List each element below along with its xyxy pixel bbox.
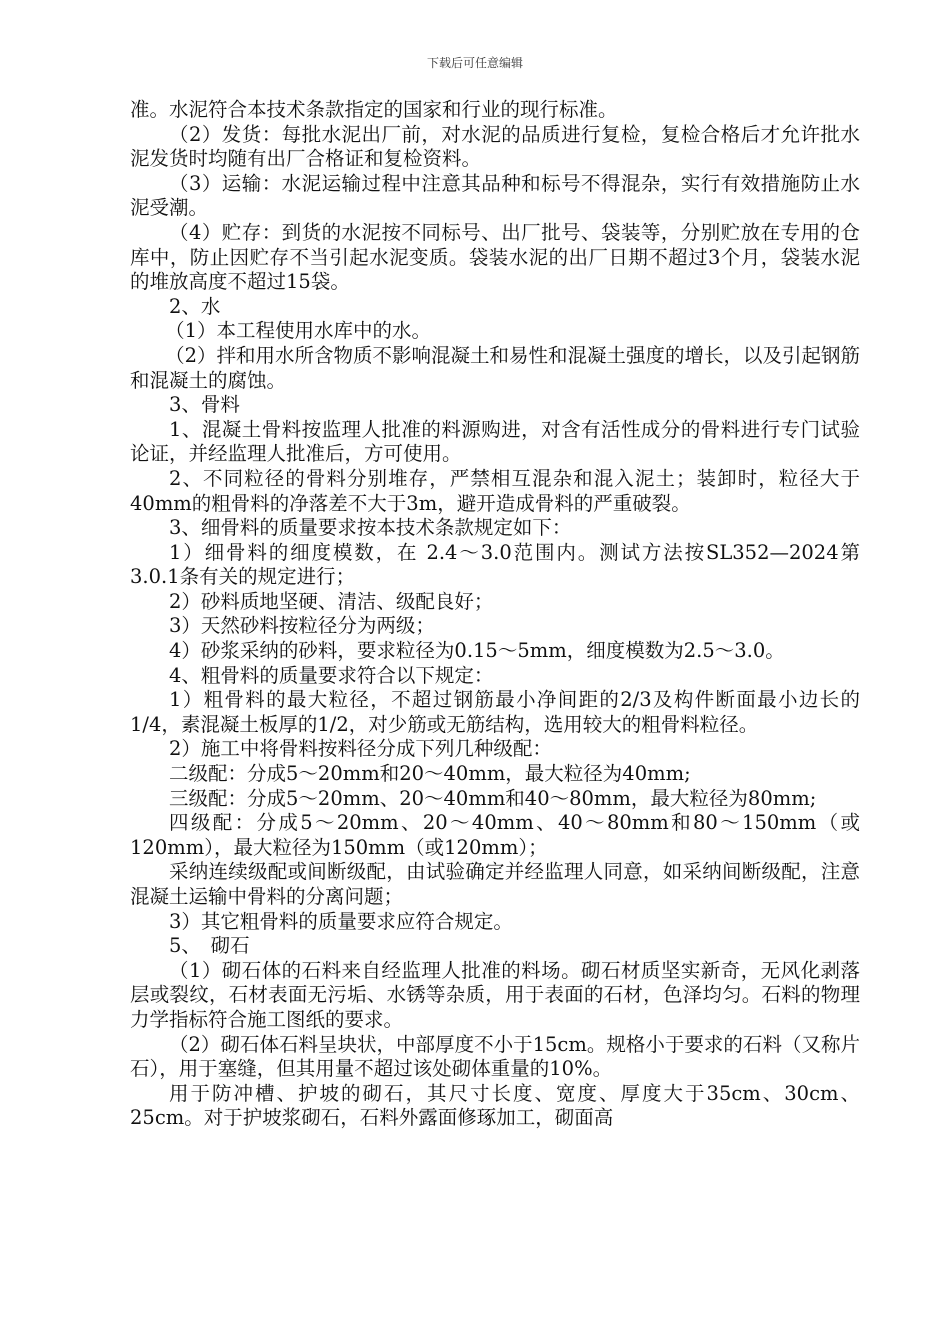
- paragraph: 4）砂浆采纳的砂料，要求粒径为0.15～5mm，细度模数为2.5～3.0。: [169, 639, 785, 663]
- paragraph: （2）发货：每批水泥出厂前，对水泥的品质进行复检，复检合格后才允许批水泥发货时均随有出厂合格证和复检资料。: [130, 122, 860, 171]
- paragraph: 1）细骨料的细度模数，在 2.4～3.0范围内。测试方法按SL352—2024第3.0.1条有关的规定进行；: [130, 540, 860, 589]
- paragraph: 2）施工中将骨料按料径分成下列几种级配：: [169, 737, 552, 761]
- paragraph: （2）拌和用水所含物质不影响混凝土和易性和混凝土强度的增长，以及引起钢筋和混凝土的腐蚀。: [130, 343, 861, 392]
- paragraph: 3）其它粗骨料的质量要求应符合规定。: [169, 909, 513, 933]
- section-heading: 5、 砌石: [169, 934, 250, 958]
- paragraph: 2、不同粒径的骨料分别堆存，严禁相互混杂和混入泥土；装卸时，粒径大于40mm的粗骨料的净落差不大于3m，避开造成骨料的严重破裂。: [130, 466, 860, 515]
- paragraph: 用于防冲槽、护坡的砌石，其尺寸长度、宽度、厚度大于35cm、30cm、25cm。对于护坡浆砌石，石料外露面修琢加工，砌面高: [130, 1081, 860, 1130]
- document-body: [130, 98, 860, 1131]
- paragraph: （1）砌石体的石料来自经监理人批准的料场。砌石材质坚实新奇，无风化剥落层或裂纹，石材表面无污垢、水锈等杂质，用于表面的石材，色泽均匀。石料的物理力学指标符合施工图纸的要求。: [130, 958, 860, 1031]
- paragraph: 3、细骨料的质量要求按本技术条款规定如下：: [169, 516, 572, 540]
- paragraph: 1）粗骨料的最大粒径，不超过钢筋最小净间距的2/3及构件断面最小边长的1/4，素混凝土板厚的1/2，对少筋或无筋结构，选用较大的粗骨料粒径。: [130, 688, 860, 736]
- page-header: 下载后可任意编辑: [426, 56, 523, 70]
- paragraph: 3）天然砂料按粒径分为两级；: [169, 614, 435, 638]
- paragraph: （2）砌石体石料呈块状，中部厚度不小于15cm。规格小于要求的石料（又称片石），用于塞缝，但其用量不超过该处砌体重量的10%。: [130, 1032, 860, 1081]
- paragraph: （4）贮存：到货的水泥按不同标号、出厂批号、袋装等，分别贮放在专用的仓库中，防止因贮存不当引起水泥变质。袋装水泥的出厂日期不超过3个月，袋装水泥的堆放高度不超过15袋。: [130, 220, 860, 294]
- paragraph: （1）本工程使用水库中的水。: [165, 319, 432, 343]
- paragraph: 二级配：分成5～20mm和20～40mm，最大粒径为40mm;: [169, 762, 691, 786]
- paragraph: 4、粗骨料的质量要求符合以下规定：: [169, 663, 494, 687]
- paragraph: （3）运输：水泥运输过程中注意其品种和标号不得混杂，实行有效措施防止水泥受潮。: [130, 171, 860, 220]
- paragraph: 2）砂料质地坚硬、清洁、级配良好；: [169, 589, 494, 613]
- paragraph: 四级配：分成5～20mm、20～40mm、40～80mm和80～150mm（或120mm），最大粒径为150mm（或120mm）；: [130, 811, 860, 859]
- paragraph: 三级配：分成5～20mm、20～40mm和40～80mm，最大粒径为80mm;: [169, 786, 817, 810]
- paragraph: 准。水泥符合本技术条款指定的国家和行业的现行标准。: [130, 98, 618, 121]
- paragraph: 1、混凝土骨料按监理人批准的料源购进，对含有活性成分的骨料进行专门试验论证，并经监理人批准后，方可使用。: [130, 417, 860, 466]
- paragraph: 采纳连续级配或间断级配，由试验确定并经监理人同意，如采纳间断级配，注意混凝土运输中骨料的分离问题；: [130, 860, 860, 908]
- section-heading: 2、水: [169, 294, 221, 318]
- section-heading: 3、骨料: [169, 393, 240, 417]
